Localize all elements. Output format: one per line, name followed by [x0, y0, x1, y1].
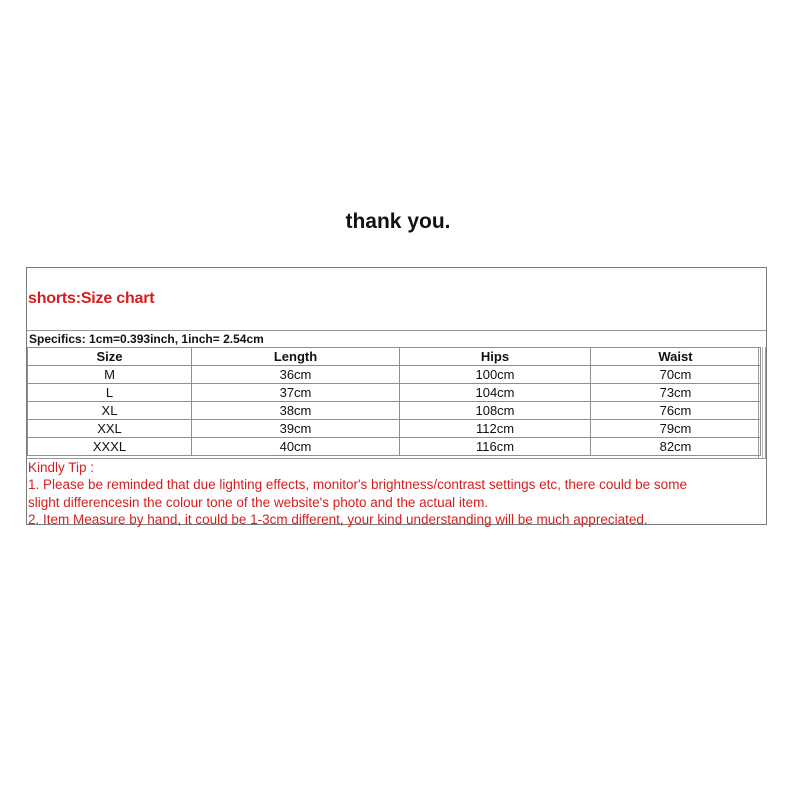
- tip-line-3: 2. Item Measure by hand, it could be 1-3cm different, your kind understanding will be much appreciated.: [28, 512, 648, 528]
- size-cell: L: [28, 384, 192, 402]
- size-cell: XXXL: [28, 438, 192, 456]
- hips-cell: 112cm: [400, 420, 591, 438]
- size-cell: XL: [28, 402, 192, 420]
- waist-cell: 73cm: [591, 384, 761, 402]
- waist-cell: 82cm: [591, 438, 761, 456]
- hips-cell: 108cm: [400, 402, 591, 420]
- waist-cell: 79cm: [591, 420, 761, 438]
- hips-cell: 100cm: [400, 366, 591, 384]
- chart-title: shorts:Size chart: [28, 290, 155, 307]
- size-cell: M: [28, 366, 192, 384]
- length-cell: 38cm: [192, 402, 400, 420]
- length-cell: 37cm: [192, 384, 400, 402]
- waist-cell: 76cm: [591, 402, 761, 420]
- table-header-row: [28, 348, 761, 366]
- hips-cell: 116cm: [400, 438, 591, 456]
- kindly-tip: [27, 458, 766, 529]
- table-row: [28, 402, 761, 420]
- length-cell: 40cm: [192, 438, 400, 456]
- column-header-waist: Waist: [591, 348, 761, 366]
- tip-line-1: 1. Please be reminded that due lighting effects, monitor's brightness/contrast settings etc, there could be some: [28, 477, 687, 493]
- table-side-divider: [758, 347, 766, 459]
- table-row: [28, 366, 761, 384]
- thank-you-heading: thank you.: [345, 210, 451, 233]
- tip-heading: Kindly Tip :: [28, 460, 95, 475]
- column-header-size: Size: [28, 348, 192, 366]
- table-row: [28, 420, 761, 438]
- tip-line-2: slight differencesin the colour tone of the website's photo and the actual item.: [28, 494, 489, 510]
- column-header-hips: Hips: [400, 348, 591, 366]
- table-row: [28, 438, 761, 456]
- size-chart: [26, 267, 767, 528]
- waist-cell: 70cm: [591, 366, 761, 384]
- specifics-note: Specifics: 1cm=0.393inch, 1inch= 2.54cm: [27, 330, 766, 347]
- size-table: [27, 347, 761, 456]
- length-cell: 39cm: [192, 420, 400, 438]
- column-header-length: Length: [192, 348, 400, 366]
- hips-cell: 104cm: [400, 384, 591, 402]
- length-cell: 36cm: [192, 366, 400, 384]
- size-cell: XXL: [28, 420, 192, 438]
- table-row: [28, 384, 761, 402]
